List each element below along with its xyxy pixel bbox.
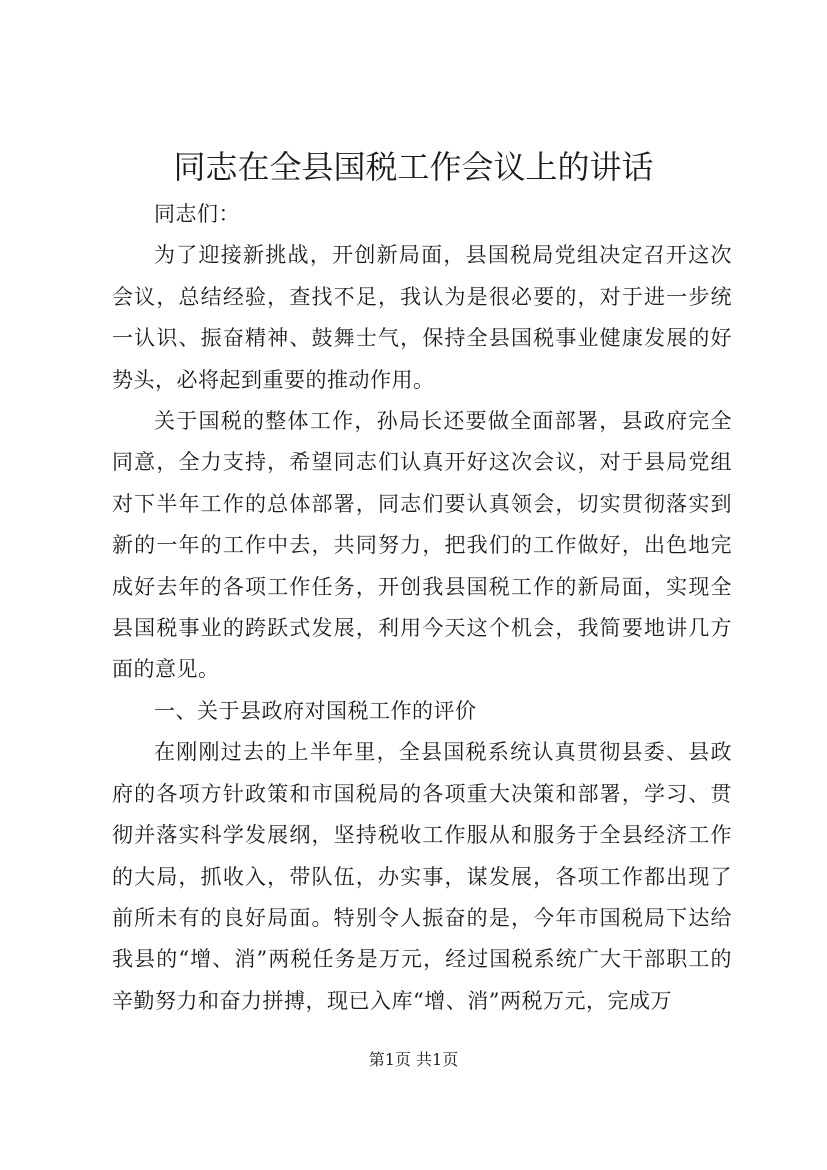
section-heading-1: 一、关于县政府对国税工作的评价	[154, 698, 477, 723]
page-footer: 第1页 共1页	[368, 1050, 459, 1069]
document-title: 同志在全县国税工作会议上的讲话	[173, 148, 654, 186]
document-body	[112, 194, 732, 1022]
paragraph-2: 关于国税的整体工作，孙局长还要做全面部署，县政府完全同意，全力支持，希望同志们认真开好这次会议，对于县局党组对下半年工作的总体部署，同志们要认真领会，切实贯彻落实到新的一年的工作中去，共同努力，把我们的工作做好，出色地完成好去年的各项工作任务，开创我县国税工作的新局面，实现全县国税事业的跨跃式发展，利用今天这个机会，我简要地讲几方面的意见。	[112, 409, 732, 682]
salutation: 同志们：	[154, 202, 240, 226]
paragraph-3: 在刚刚过去的上半年里，全县国税系统认真贯彻县委、县政府的各项方针政策和市国税局的各项重大决策和部署，学习、贯彻并落实科学发展纲，坚持税收工作服从和服务于全县经济工作的大局，抓收入，带队伍，办实事，谋发展，各项工作都出现了前所未有的良好局面。特别令人振奋的是，今年市国税局下达给我县的“增、消”两税任务是万元，经过国税系统广大干部职工的辛勤努力和奋力拼搏，现已入库“增、消”两税万元，完成万	[112, 740, 732, 1013]
paragraph-1: 为了迎接新挑战，开创新局面，县国税局党组决定召开这次会议，总结经验，查找不足，我认为是很必要的，对于进一步统一认识、振奋精神、鼓舞士气，保持全县国税事业健康发展的好势头，必将起到重要的推动作用。	[112, 243, 732, 392]
